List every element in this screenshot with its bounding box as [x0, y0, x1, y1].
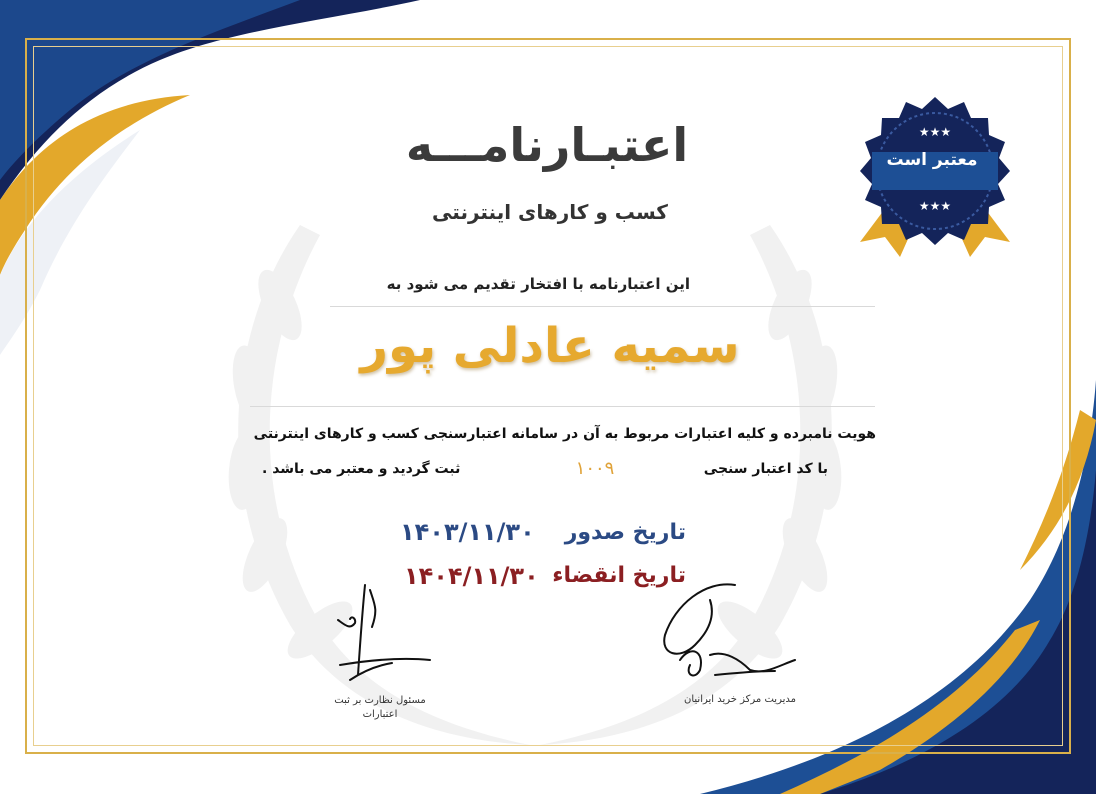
seal-stars-bottom: ★★★: [918, 199, 952, 213]
certificate-title: اعتبـارنامـــه: [405, 118, 689, 172]
seal-text: معتبر است: [886, 150, 978, 170]
recipient-name: سمیه عادلی پور: [360, 318, 740, 374]
body-text-line1: هویت نامبرده و کلیه اعتبارات مربوط به آن در سامانه اعتبارسنجی کسب و کارهای اینترنتی: [253, 426, 876, 442]
verified-seal-icon: [850, 92, 1020, 262]
seal-stars-top: ★★★: [918, 125, 952, 139]
validation-code: ۱۰۰۹: [575, 458, 615, 479]
signature-right-caption: مدیریت مرکز خرید ایرانیان: [684, 694, 796, 705]
signature-left: [320, 575, 440, 695]
body-text-code-prefix: با کد اعتبار سنجی: [703, 461, 828, 477]
signature-right: [655, 575, 805, 695]
expiry-date-value: ۱۴۰۴/۱۱/۳۰: [404, 562, 539, 590]
signature-left-caption: مسئول نظارت بر ثبت اعتبارات: [334, 695, 426, 720]
issue-date-label: تاریخ صدور: [564, 520, 686, 545]
issue-date-value: ۱۴۰۳/۱۱/۳۰: [400, 518, 535, 546]
presentation-line: این اعتبارنامه با افتخار تقدیم می شود به: [386, 275, 690, 293]
expiry-date-label: تاریخ انقضاء: [552, 563, 686, 588]
body-text-suffix: ثبت گردید و معتبر می باشد .: [262, 461, 461, 477]
certificate-subtitle: کسب و کارهای اینترنتی: [432, 200, 668, 224]
bottom-divider: [250, 406, 875, 407]
top-divider: [330, 306, 875, 307]
